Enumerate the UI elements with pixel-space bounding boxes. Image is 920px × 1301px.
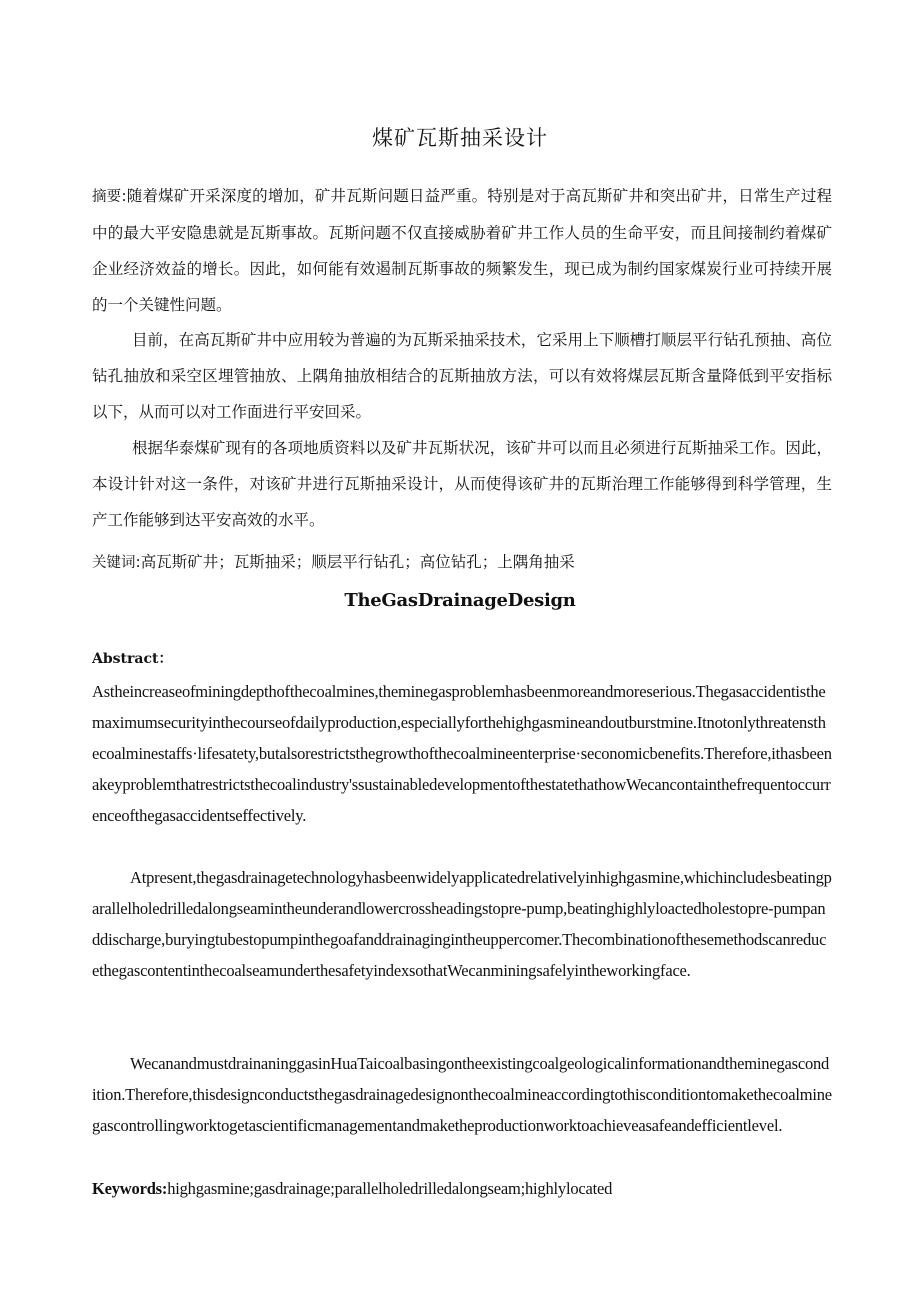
english-abstract-label: Abstract： <box>92 651 173 667</box>
english-paragraph-2: Atpresent,thegasdrainagetechnologyhasbeenwidelyapplicatedrelativelyinhighgasmine,whichincludesbeatingparallelholedrilledalongseamintheunderandlowercrossheadingstopre-pump,beatinghighlyloactedholestopre-pumpanddischarge,buryingtubestopumpinthegoafanddrainagingintheuppercomer.ThecombinationofthesemethodscanreducethegascontentinthecoalseamunderthesafetyindexsothatWecanminingsafelyintheworkingface. <box>92 868 832 980</box>
chinese-paragraph-2: 目前，在高瓦斯矿井中应用较为普遍的为瓦斯采抽采技术，它采用上下顺槽打顺层平行钻孔预抽、高位钻孔抽放和采空区埋管抽放、上隅角抽放相结合的瓦斯抽放方法，可以有效将煤层瓦斯含量降低到平安指标以下，从而可以对工作面进行平安回采。 <box>92 331 832 421</box>
chinese-abstract-text: 随着煤矿开采深度的增加，矿井瓦斯问题日益严重。特别是对于高瓦斯矿井和突出矿井，日常生产过程中的最大平安隐患就是瓦斯事故。瓦斯问题不仅直接威胁着矿井工作人员的生命平安，而且间接制约着煤矿企业经济效益的增长。因此，如何能有效遏制瓦斯事故的频繁发生，现已成为制约国家煤炭行业可持续开展的一个关键性问题。 <box>92 187 832 314</box>
english-keywords-text: highgasmine;gasdrainage;parallelholedrilledalongseam;highlylocated <box>167 1179 613 1198</box>
chinese-keywords-separator: : <box>135 553 141 571</box>
chinese-keywords <box>92 546 832 579</box>
chinese-paragraph-3: 根据华泰煤矿现有的各项地质资料以及矿井瓦斯状况，该矿井可以而且必须进行瓦斯抽采工作。因此，本设计针对这一条件，对该矿井进行瓦斯抽采设计，从而使得该矿井的瓦斯治理工作能够得到科学管理，生产工作能够到达平安高效的水平。 <box>92 439 832 529</box>
english-paragraph-3: WecanandmustdrainaninggasinHuaTaicoalbasingontheexistingcoalgeologicalinformationandtheminegascondition.Therefore,thisdesignconductsthegasdrainagedesignonthecoalmineaccordingtothisconditiontomakethecoalminegascontrollingworktogetascientificmanagementandmaketheproductionworktoachieveasafeandefficientlevel. <box>92 1054 832 1135</box>
chinese-abstract-label: 摘要 <box>92 189 122 205</box>
chinese-keywords-label: 关键词 <box>92 555 136 571</box>
english-keywords-label: Keywords: <box>92 1179 168 1198</box>
chinese-abstract-separator: : <box>121 187 127 205</box>
english-paragraph-1: Astheincreaseofminingdepthofthecoalmines,theminegasproblemhasbeenmoreandmoreserious.Thegasaccidentisthemaximumsecurityinthecourseofdailyproduction,especiallyforthehighgasmineandoutburstmine.Itnotonlythreatensthecoalminestaffs·lifesatety,butalsorestrictsthegrowthofthecoalmineenterprise·seconomicbenefits.Therefore,ithasbeenakeyproblemthatrestrictsthecoalindustry'ssustainabledevelopmentofthestatethathowWecancontainthefrequentoccurrenceofthegasaccidentseffectively. <box>92 682 832 825</box>
chinese-keywords-text: 高瓦斯矿井；瓦斯抽采；顺层平行钻孔；高位钻孔；上隅角抽采 <box>140 553 575 571</box>
chinese-abstract-paragraph <box>92 178 832 323</box>
english-title: TheGasDrainageDesign <box>344 590 576 611</box>
english-keywords <box>92 1173 832 1204</box>
chinese-title: 煤矿瓦斯抽采设计 <box>372 126 548 150</box>
